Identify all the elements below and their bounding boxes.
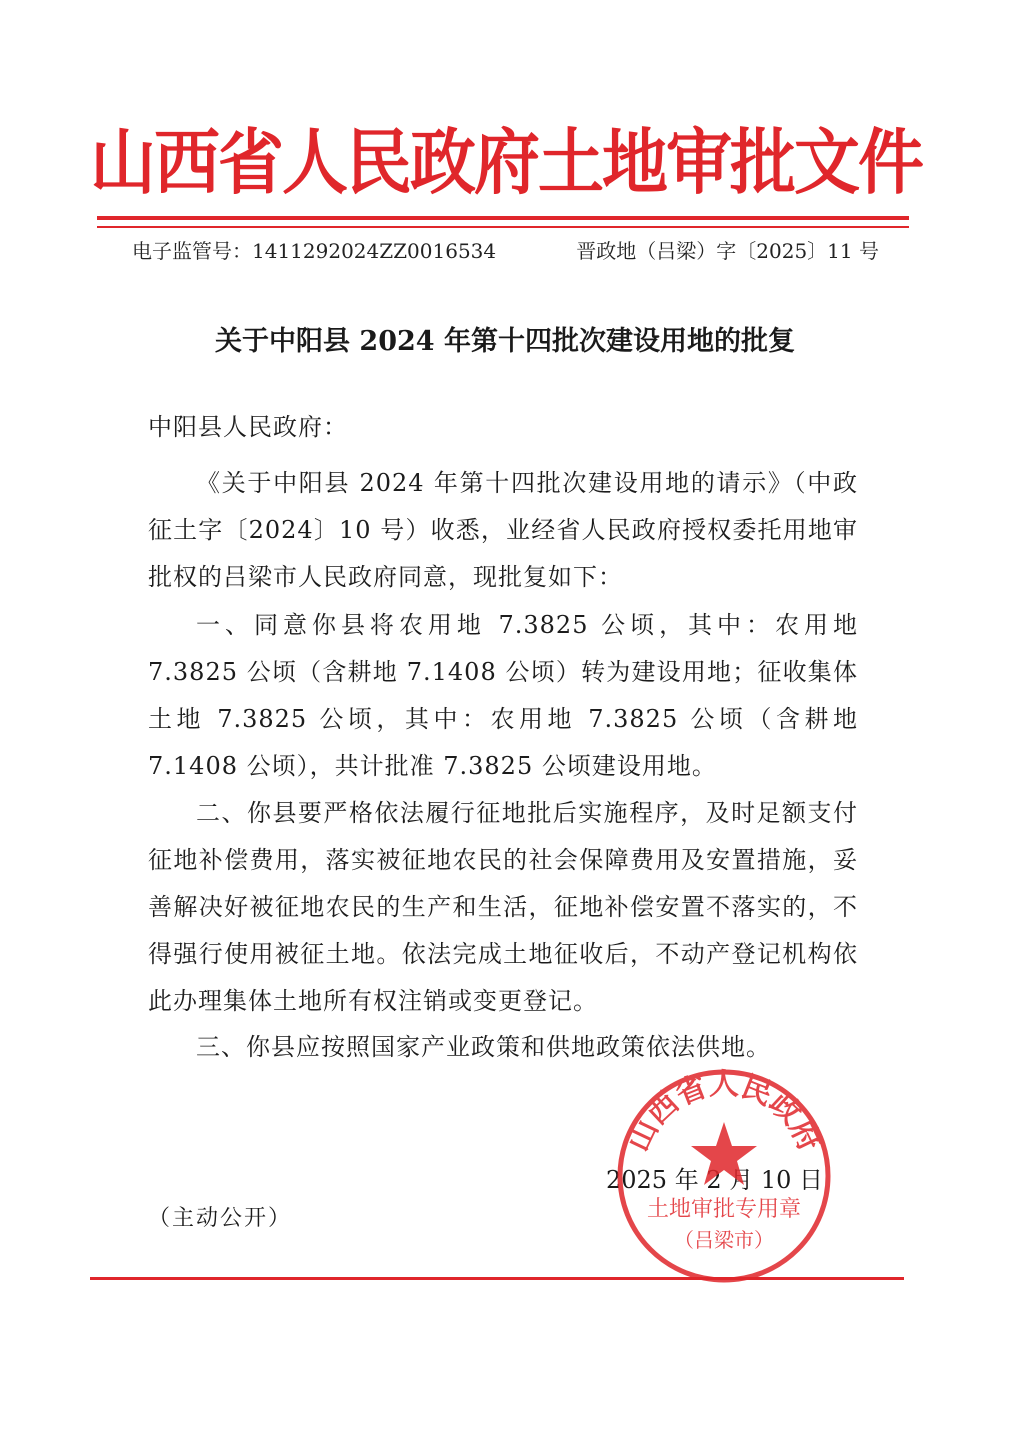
supervision-label: 电子监管号： bbox=[132, 239, 252, 263]
seal-arc-text: 山西省人民政府 bbox=[620, 1067, 828, 1157]
salutation: 中阳县人民政府： bbox=[148, 413, 348, 441]
supervision-number: 1411292024ZZ0016534 bbox=[252, 239, 497, 263]
issue-date: 2025 年 2 月 10 日 bbox=[606, 1166, 824, 1194]
seal-star-icon bbox=[691, 1122, 757, 1185]
document-masthead: 山西省人民政府土地审批文件 bbox=[90, 119, 922, 205]
seal-line-1: 土地审批专用章 bbox=[646, 1197, 802, 1222]
supervision-number-line bbox=[132, 236, 496, 266]
body-paragraph-2: 一、同意你县将农用地 7.3825 公顷，其中：农用地 7.3825 公顷（含耕地 7.1408 公顷）转为建设用地；征收集体土地 7.3825 公顷，其中：农用地 7.3825 公顷（含耕地 7.1408 公顷），共计批准 7.3825 公顷建设用地。 bbox=[148, 611, 858, 780]
masthead-rule-thick bbox=[97, 216, 909, 220]
document-title: 关于中阳县 2024 年第十四批次建设用地的批复 bbox=[215, 326, 795, 357]
seal-line-2: （吕梁市） bbox=[674, 1228, 774, 1252]
document-number: 晋政地（吕梁）字〔2025〕11 号 bbox=[576, 239, 879, 263]
masthead-rule-thin bbox=[97, 226, 909, 228]
disclosure-note: （主动公开） bbox=[148, 1206, 293, 1231]
official-seal-icon bbox=[612, 1064, 836, 1288]
body-paragraph-4: 三、你县应按照国家产业政策和供地政策依法供地。 bbox=[196, 1033, 771, 1061]
body-paragraph-3: 二、你县要严格依法履行征地批后实施程序，及时足额支付征地补偿费用，落实被征地农民的社会保障费用及安置措施，妥善解决好被征地农民的生产和生活，征地补偿安置不落实的，不得强行使用被征土地。依法完成土地征收后，不动产登记机构依此办理集体土地所有权注销或变更登记。 bbox=[148, 799, 858, 1015]
body-paragraph-1: 《关于中阳县 2024 年第十四批次建设用地的请示》（中政征土字〔2024〕10 号）收悉，业经省人民政府授权委托用地审批权的吕梁市人民政府同意，现批复如下： bbox=[148, 469, 858, 591]
